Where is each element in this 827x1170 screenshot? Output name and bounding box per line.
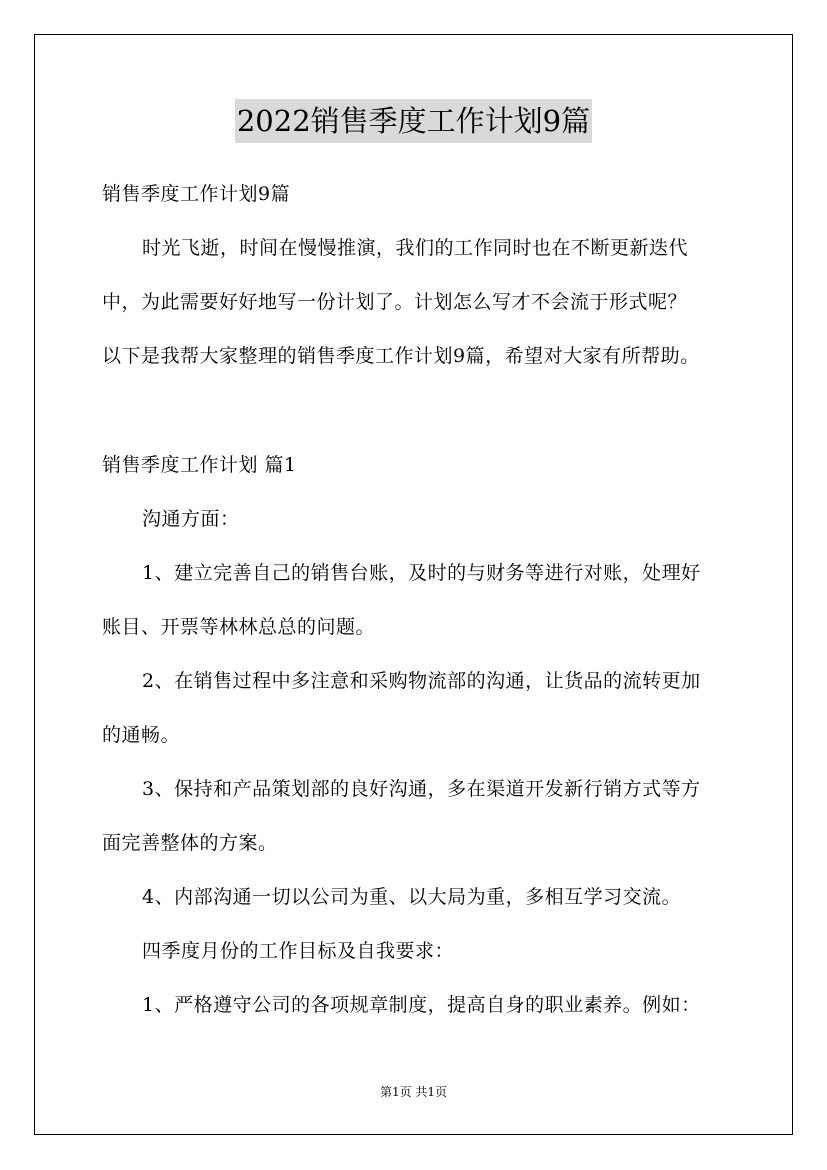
list-item: 4、内部沟通一切以公司为重、以大局为重，多相互学习交流。 bbox=[142, 886, 682, 908]
document-subtitle: 销售季度工作计划9篇 bbox=[102, 183, 291, 205]
intro-line: 以下是我帮大家整理的销售季度工作计划9篇，希望对大家有所帮助。 bbox=[102, 345, 700, 367]
list-item: 3、保持和产品策划部的良好沟通，多在渠道开发新行销方式等方 bbox=[142, 778, 701, 800]
list-item-continuation: 面完善整体的方案。 bbox=[102, 832, 278, 854]
page-footer: 第1页 共1页 bbox=[379, 1085, 448, 1099]
list-item: 2、在销售过程中多注意和采购物流部的沟通，让货品的流转更加 bbox=[142, 670, 701, 692]
communication-heading: 沟通方面： bbox=[142, 508, 240, 530]
list-item: 1、建立完善自己的销售台账，及时的与财务等进行对账，处理好 bbox=[142, 562, 701, 584]
goals-heading: 四季度月份的工作目标及自我要求： bbox=[142, 940, 455, 962]
document-title: 2022销售季度工作计划9篇 bbox=[235, 99, 592, 143]
list-item-continuation: 账目、开票等林林总总的问题。 bbox=[102, 616, 376, 638]
title-container bbox=[0, 99, 827, 143]
section-heading: 销售季度工作计划 篇1 bbox=[102, 454, 297, 476]
list-item: 1、严格遵守公司的各项规章制度，提高自身的职业素养。例如： bbox=[142, 994, 701, 1016]
intro-line: 中，为此需要好好地写一份计划了。计划怎么写才不会流于形式呢？ bbox=[102, 291, 688, 313]
list-item-continuation: 的通畅。 bbox=[102, 724, 181, 746]
intro-line: 时光飞逝，时间在慢慢推演，我们的工作同时也在不断更新迭代 bbox=[142, 237, 689, 259]
